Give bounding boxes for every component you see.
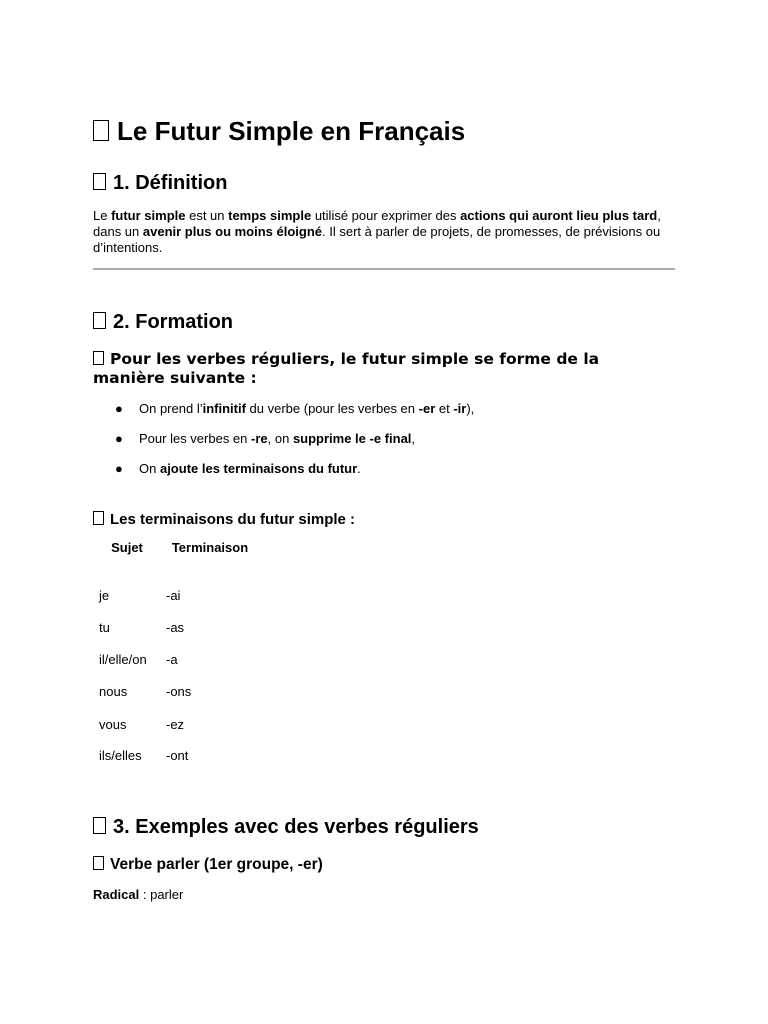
bold-run: infinitif: [202, 401, 246, 416]
bold-run: ajoute les terminaisons du futur: [159, 461, 358, 476]
list-item: [115, 460, 474, 490]
text-run: On: [139, 461, 160, 476]
definition-paragraph: [93, 208, 675, 256]
page-title-text: Le Futur Simple en Français: [117, 116, 466, 146]
section-heading-text: 3. Exemples avec des verbes réguliers: [113, 816, 479, 838]
bold-run: -re: [251, 431, 268, 446]
verb-example-heading: [93, 856, 323, 874]
text-run: . Il sert à parler de projets, de promesses, de prévisions ou d’intentions.: [93, 224, 661, 255]
text-run: , dans un: [93, 208, 661, 239]
bold-run: avenir plus ou moins éloigné: [142, 224, 323, 239]
radical-label: Radical: [93, 887, 140, 902]
bold-run: -ir: [453, 401, 467, 416]
table-header-subject: Sujet: [111, 540, 143, 555]
section-heading-text: 1. Définition: [113, 172, 228, 194]
formation-bullet-list: [115, 400, 474, 490]
text-run: est un: [185, 208, 229, 223]
list-item: [115, 400, 474, 430]
endings-heading-text: Les terminaisons du futur simple :: [110, 511, 356, 528]
horizontal-divider: [93, 268, 675, 270]
missing-glyph-icon: [93, 312, 106, 329]
bullet-icon: ●: [115, 401, 123, 416]
table-cell-ending: -ai: [166, 588, 181, 603]
text-run: Le: [93, 208, 112, 223]
text-run: ,: [411, 431, 416, 446]
verb-example-heading-text: Verbe parler (1er groupe, -er): [110, 856, 323, 873]
radical-value: : parler: [139, 887, 184, 902]
table-cell-subject: je: [99, 588, 110, 603]
list-item: [115, 430, 474, 460]
text-run: , on: [267, 431, 293, 446]
bold-run: -er: [418, 401, 436, 416]
missing-glyph-icon: [93, 173, 106, 190]
subheading-text: Pour les verbes réguliers, le futur simple se forme de la manière suivante :: [93, 350, 600, 387]
table-header-ending: Terminaison: [171, 540, 249, 555]
table-cell-subject: il/elle/on: [99, 652, 147, 667]
missing-glyph-icon: [93, 817, 106, 834]
table-cell-subject: nous: [99, 684, 128, 699]
text-run: Pour les verbes en: [139, 431, 252, 446]
missing-glyph-icon: [93, 511, 104, 525]
text-run: utilisé pour exprimer des: [311, 208, 461, 223]
table-cell-subject: ils/elles: [99, 748, 142, 763]
bold-run: actions qui auront lieu plus tard: [460, 208, 658, 223]
missing-glyph-icon: [93, 351, 104, 365]
bold-run: temps simple: [228, 208, 312, 223]
bold-run: supprime le -e final: [292, 431, 412, 446]
text-run: du verbe (pour les verbes en: [245, 401, 419, 416]
radical-line: [93, 887, 183, 902]
table-cell-ending: -ont: [166, 748, 189, 763]
section-heading-text: 2. Formation: [113, 311, 234, 333]
table-cell-ending: -as: [166, 620, 185, 635]
page-title: [93, 116, 465, 147]
table-cell-ending: -a: [166, 652, 178, 667]
bullet-icon: ●: [115, 461, 123, 476]
bold-run: futur simple: [111, 208, 186, 223]
table-cell-ending: -ez: [166, 717, 185, 732]
text-run: ),: [466, 401, 475, 416]
text-run: .: [357, 461, 361, 476]
missing-glyph-icon: [93, 856, 104, 870]
bullet-icon: ●: [115, 431, 123, 446]
table-cell-ending: -ons: [166, 684, 192, 699]
table-cell-subject: vous: [99, 717, 127, 732]
section-heading-examples: [93, 816, 479, 839]
text-run: et: [435, 401, 454, 416]
missing-glyph-icon: [93, 120, 109, 141]
text-run: On prend l’: [139, 401, 203, 416]
section-heading-formation: [93, 311, 233, 334]
table-cell-subject: tu: [99, 620, 110, 635]
formation-subheading: [93, 350, 675, 388]
section-heading-definition: [93, 172, 227, 195]
endings-heading: [93, 511, 355, 528]
